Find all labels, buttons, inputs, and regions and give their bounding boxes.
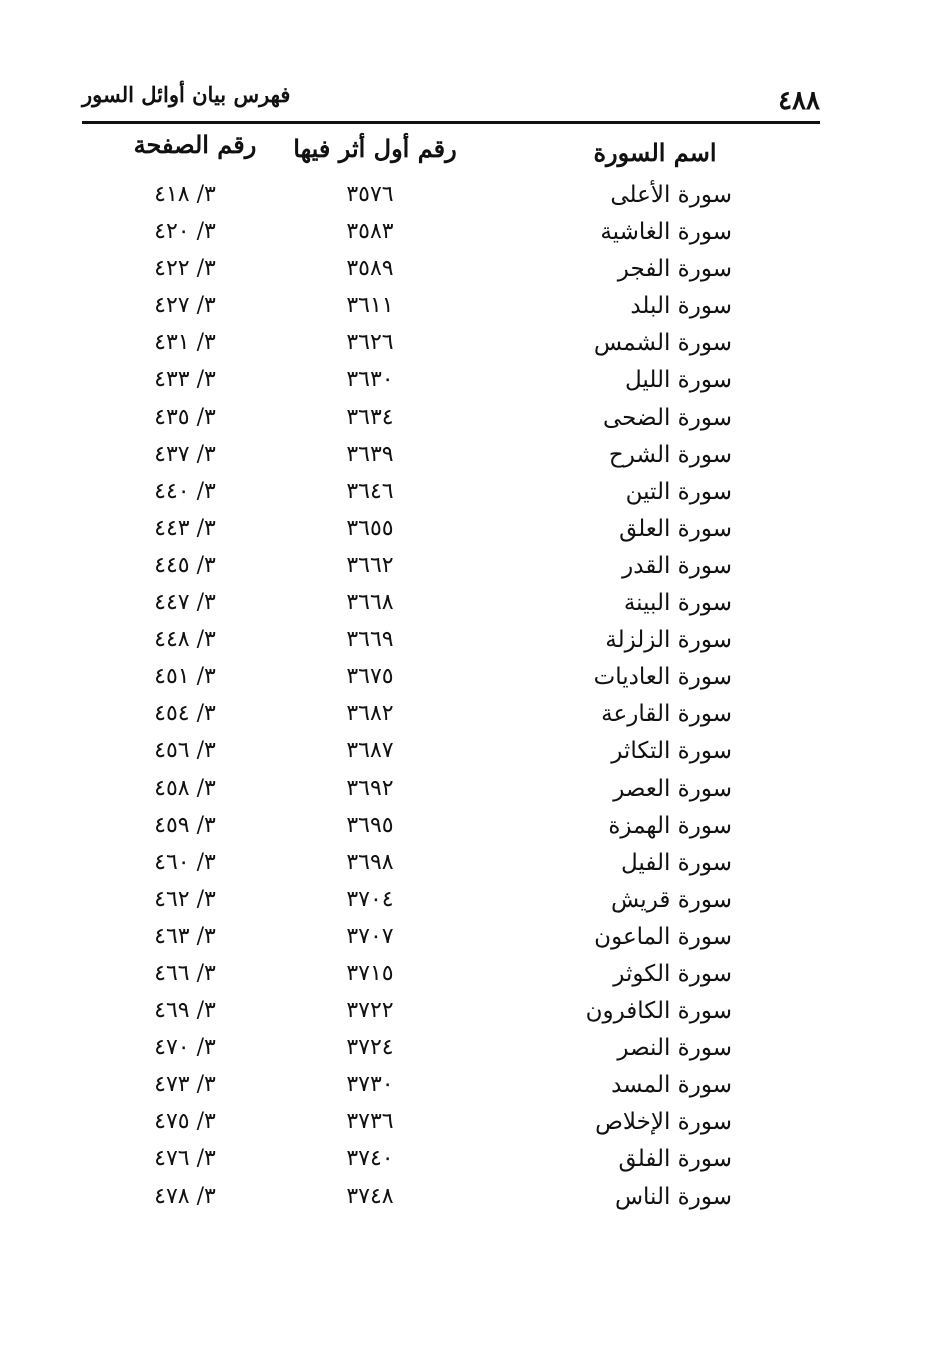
first-athar-number: ٣٦٦٩ — [346, 627, 394, 653]
surah-name: سورة قريش — [610, 886, 732, 913]
first-athar-number: ٣٦٦٢ — [346, 552, 394, 578]
surah-name: سورة البلد — [630, 293, 732, 320]
page-number: ٤٨٨ — [778, 86, 820, 116]
page-reference: ٣/ ٤٧٨ — [154, 1183, 216, 1209]
table-row — [0, 1182, 938, 1219]
page-reference: ٣/ ٤٣٧ — [154, 441, 216, 467]
page-reference: ٣/ ٤٧٣ — [154, 1072, 216, 1098]
first-athar-number: ٣٦٨٧ — [346, 738, 394, 764]
first-athar-number: ٣٧٣٦ — [346, 1109, 394, 1135]
page-reference: ٣/ ٤٥٨ — [154, 775, 216, 801]
first-athar-number: ٣٦٣٩ — [346, 441, 394, 467]
table-row — [0, 551, 938, 588]
first-athar-number: ٣٥٧٦ — [346, 182, 394, 207]
table-row — [0, 180, 938, 217]
column-header-first-athar: رقم أول أثر فيها — [293, 134, 457, 163]
table-row — [0, 440, 938, 477]
page-reference: ٣/ ٤٥٤ — [154, 701, 216, 727]
first-athar-number: ٣٧٢٤ — [346, 1035, 394, 1061]
table-row — [0, 1144, 938, 1181]
table-row — [0, 996, 938, 1033]
surah-name: سورة الكافرون — [585, 998, 732, 1025]
first-athar-number: ٣٧٤٠ — [346, 1146, 394, 1172]
first-athar-number: ٣٦٥٥ — [346, 515, 394, 541]
surah-name: سورة العصر — [613, 775, 732, 802]
table-row — [0, 736, 938, 773]
page-reference: ٣/ ٤٤٣ — [154, 515, 216, 541]
page-reference: ٣/ ٤٤٠ — [154, 478, 216, 504]
surah-name: سورة الهمزة — [608, 812, 732, 839]
page-reference: ٣/ ٤٢٧ — [154, 293, 216, 319]
table-row — [0, 959, 938, 996]
page-reference: ٣/ ٤٢٠ — [154, 219, 216, 245]
first-athar-number: ٣٦٩٢ — [346, 775, 394, 801]
surah-name: سورة الناس — [614, 1183, 732, 1210]
surah-name: سورة البينة — [623, 590, 732, 617]
page-reference: ٣/ ٤٧٦ — [154, 1146, 216, 1172]
first-athar-number: ٣٦٩٨ — [346, 849, 394, 875]
page-reference: ٣/ ٤٦٢ — [154, 886, 216, 912]
page-reference: ٣/ ٤٥٩ — [154, 812, 216, 838]
first-athar-number: ٣٧٢٢ — [346, 998, 394, 1024]
surah-name: سورة الفلق — [618, 1146, 732, 1173]
page-reference: ٣/ ٤٣١ — [154, 330, 216, 356]
page-reference: ٣/ ٤١٨ — [154, 182, 216, 207]
first-athar-number: ٣٦٢٦ — [346, 330, 394, 356]
surah-name: سورة العلق — [619, 515, 732, 542]
table-row — [0, 1107, 938, 1144]
page-reference: ٣/ ٤٦٩ — [154, 998, 216, 1024]
first-athar-number: ٣٦٦٨ — [346, 590, 394, 616]
page-reference: ٣/ ٤٦٠ — [154, 849, 216, 875]
table-row — [0, 662, 938, 699]
surah-name: سورة التكاثر — [611, 738, 732, 765]
table-row — [0, 848, 938, 885]
page-reference: ٣/ ٤٣٥ — [154, 404, 216, 430]
first-athar-number: ٣٧١٥ — [346, 960, 394, 986]
page-reference: ٣/ ٤٥١ — [154, 664, 216, 690]
first-athar-number: ٣٦٣٠ — [346, 367, 394, 393]
table-row — [0, 922, 938, 959]
table-row — [0, 477, 938, 514]
page-reference: ٣/ ٤٣٣ — [154, 367, 216, 393]
surah-name: سورة الماعون — [594, 923, 732, 950]
first-athar-number: ٣٦٧٥ — [346, 664, 394, 690]
surah-name: سورة الغاشية — [600, 219, 732, 246]
page-reference: ٣/ ٤٤٨ — [154, 627, 216, 653]
surah-name: سورة النصر — [617, 1035, 732, 1062]
first-athar-number: ٣٦٣٤ — [346, 404, 394, 430]
surah-index-table — [0, 180, 938, 1219]
surah-name: سورة العاديات — [593, 664, 732, 691]
table-row — [0, 254, 938, 291]
column-header-surah-name: اسم السورة — [593, 138, 717, 167]
table-row — [0, 588, 938, 625]
page-reference: ٣/ ٤٦٣ — [154, 923, 216, 949]
table-row — [0, 514, 938, 551]
table-row — [0, 291, 938, 328]
surah-name: سورة القارعة — [601, 701, 732, 728]
running-head — [82, 80, 820, 120]
surah-name: سورة المسد — [611, 1072, 732, 1099]
surah-name: سورة القدر — [622, 552, 732, 579]
page-reference: ٣/ ٤٧٠ — [154, 1035, 216, 1061]
first-athar-number: ٣٧٤٨ — [346, 1183, 394, 1209]
table-row — [0, 328, 938, 365]
table-row — [0, 403, 938, 440]
page-reference: ٣/ ٤٧٥ — [154, 1109, 216, 1135]
first-athar-number: ٣٧٠٤ — [346, 886, 394, 912]
surah-name: سورة الكوثر — [613, 960, 732, 987]
table-row — [0, 217, 938, 254]
table-row — [0, 774, 938, 811]
table-row — [0, 1033, 938, 1070]
first-athar-number: ٣٦٤٦ — [346, 478, 394, 504]
page-reference: ٣/ ٤٤٥ — [154, 552, 216, 578]
page-reference: ٣/ ٤٦٦ — [154, 960, 216, 986]
surah-name: سورة الأعلى — [610, 182, 732, 208]
page-reference: ٣/ ٤٥٦ — [154, 738, 216, 764]
table-row — [0, 1070, 938, 1107]
column-header-page: رقم الصفحة — [133, 130, 257, 159]
first-athar-number: ٣٦١١ — [346, 293, 394, 319]
table-row — [0, 885, 938, 922]
first-athar-number: ٣٦٨٢ — [346, 701, 394, 727]
surah-name: سورة الإخلاص — [595, 1109, 732, 1136]
surah-name: سورة الشمس — [593, 330, 732, 357]
table-row — [0, 625, 938, 662]
first-athar-number: ٣٧٠٧ — [346, 923, 394, 949]
surah-name: سورة الليل — [625, 367, 732, 394]
first-athar-number: ٣٧٣٠ — [346, 1072, 394, 1098]
table-row — [0, 699, 938, 736]
surah-name: سورة الزلزلة — [605, 627, 732, 654]
first-athar-number: ٣٥٨٣ — [346, 219, 394, 245]
table-row — [0, 811, 938, 848]
page-reference: ٣/ ٤٤٧ — [154, 590, 216, 616]
surah-name: سورة الفجر — [617, 256, 732, 283]
surah-name: سورة الفيل — [620, 849, 732, 876]
page-reference: ٣/ ٤٢٢ — [154, 256, 216, 282]
surah-name: سورة التين — [625, 478, 732, 505]
table-row — [0, 365, 938, 402]
first-athar-number: ٣٦٩٥ — [346, 812, 394, 838]
first-athar-number: ٣٥٨٩ — [346, 256, 394, 282]
running-title: فهرس بيان أوائل السور — [82, 82, 291, 107]
header-rule — [82, 121, 820, 124]
surah-name: سورة الضحى — [603, 404, 732, 431]
column-headers — [0, 128, 938, 178]
surah-name: سورة الشرح — [608, 441, 732, 468]
